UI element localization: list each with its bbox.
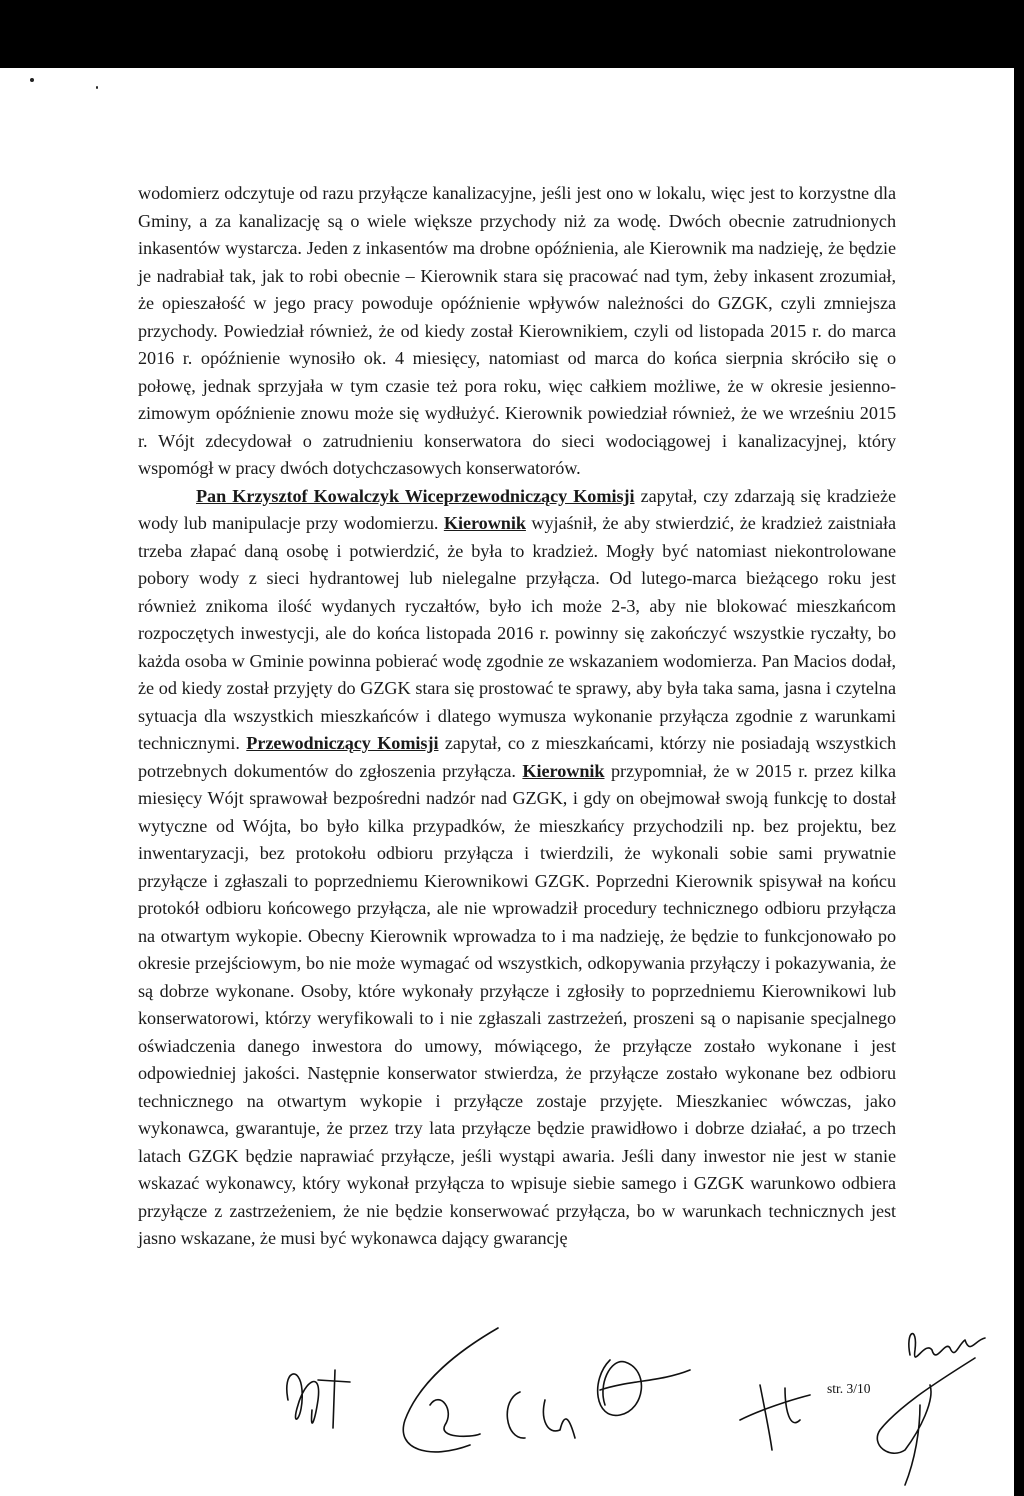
speaker-name: Pan Krzysztof Kowalczyk Wiceprzewodniczący Komisji xyxy=(196,485,635,506)
signature xyxy=(287,1374,319,1423)
scan-speck xyxy=(30,78,34,82)
signature xyxy=(318,1370,350,1428)
scan-right-border xyxy=(1014,0,1024,1496)
paragraph: wodomierz odczytuje od razu przyłącze kanalizacyjne, jeśli jest ono w lokalu, więc jest to korzystne dla Gminy, a za kanalizację są o wiele większe przychody niż za wodę. Dwóch obecnie zatrudnionych inkasentów wystarcza. Jeden z inkasentów ma drobne opóźnienia, ale Kierownik ma nadzieję, że będzie je nadrabiał tak, jak to robi obecnie – Kierownik stara się pracować nad tym, żeby inkasent zrozumiał, że opieszałość w jego pracy powoduje opóźnienie wpływów należności do GZGK, czyli zmniejsza przychody. Powiedział również, że od kiedy został Kierownikiem, czyli od listopada 2015 r. do marca 2016 r. opóźnienie wynosiło ok. 4 miesięcy, natomiast od marca do końca sierpnia skróciło się o połowę, jednak sprzyjała w tym czasie też pora roku, więc całkiem możliwe, że w okresie jesienno-zimowym opóźnienie znowu może się wydłużyć. Kierownik powiedział również, że we wrześniu 2015 r. Wójt zdecydował o zatrudnieniu konserwatora do sieci wodociągowej i kanalizacyjnej, który wspomógł w pracy dwóch dotychczasowych konserwatorów. xyxy=(138,183,896,478)
document-body xyxy=(138,180,896,1253)
paragraph-text: zapytał, co z mieszkańcami, którzy nie posiadają wszystkich potrzebnych dokumentów do zgłoszenia przyłącza. xyxy=(138,733,897,781)
speaker-name: Przewodniczący Komisji xyxy=(246,733,439,753)
paragraph-text: zapytał, czy zdarzają się kradzieże wody lub manipulacje przy wodomierzu. xyxy=(138,485,896,533)
paragraph-text: wyjaśnił, że aby stwierdzić, że kradzież zaistniała trzeba złapać daną osobę i potwierdzić, że była to kradzież. Mogły być natomiast niekontrolowane pobory wody z sieci hydrantowej lub nielegalne przyłącza. Od lutego-marca bieżącego roku jest również znikoma ilość wydanych ryczałtów, było ich może 2-3, aby nie blokować mieszkańcom rozpoczętych inwestycji, ale do końca listopada 2016 r. powinny się zakończyć wszystkie ryczałty, bo każda osoba w Gminie powinna pobierać wodę zgodnie ze wskazaniem wodomierza. Pan Macios dodał, że od kiedy został przyjęty do GZGK stara się prostować te sprawy, aby była taka sama, jasna i czytelna sytuacja dla wszystkich mieszkańców i dlatego wymusza wykonanie przyłącza zgodnie z warunkami technicznymi. xyxy=(138,513,896,753)
page-number: str. 3/10 xyxy=(827,1381,871,1396)
scan-top-border xyxy=(0,0,1024,68)
speaker-name: Kierownik xyxy=(522,760,605,781)
speaker-name: Kierownik xyxy=(443,513,526,533)
scan-speck xyxy=(96,86,98,89)
signature xyxy=(507,1392,575,1438)
signature xyxy=(598,1360,690,1415)
signature xyxy=(909,1334,985,1357)
signature xyxy=(403,1328,498,1452)
paragraph xyxy=(138,483,896,1253)
signatures xyxy=(0,1310,1024,1496)
paragraph-text: przypomniał, że w 2015 r. przez kilka miesięcy Wójt sprawował bezpośredni nadzór nad GZGK, i gdy on obejmował swoją funkcję to dostał wytyczne od Wójta, bo było kilka przypadków, że mieszkańcy przychodzili np. bez projektu, bez inwentaryzacji, bez protokołu odbioru przyłącza i twierdzili, że wykonali sobie sami prywatnie przyłącze i zgłaszali to poprzedniemu Kierownikowi GZGK. Poprzedni Kierownik spisywał na końcu protokół odbioru końcowego przyłącza, ale nie wprowadził procedury technicznego odbioru przyłącza na otwartym wykopie. Obecny Kierownik wprowadza to i ma nadzieję, że będzie to funkcjonowało po okresie przejściowym, bo nie może wymagać od wszystkich, odkopywania przyłączy i pokazywania, że są dobrze wykonane. Osoby, które wykonały przyłącze i zgłosiły to poprzedniemu Kierownikowi lub konserwatorowi, którzy weryfikowali to i nie zgłaszali zastrzeżeń, proszeni są o napisanie specjalnego oświadczenia danego inwestora do umowy, mówiącego, że przyłącze zostało wykonane i jest odpowiedniej jakości. Następnie konserwator stwierdza, że przyłącze zostało wykonane bez odbioru technicznego na otwartym wykopie i przyłącze zostaje przyjęte. Mieszkaniec wówczas, jako wykonawca, gwarantuje, że przez trzy lata przyłącze będzie prawidłowo i dobrze działać, a po trzech latach GZGK będzie naprawiać przyłącze, jeśli wystąpi awaria. Jeśli dany inwestor nie jest w stanie wskazać wykonawcy, który wykonał przyłącza to wpisuje siebie samego i GZGK warunkowo odbiera przyłącze z zastrzeżeniem, że nie będzie konserwować przyłącza, bo w warunkach technicznych jest jasno wskazane, że musi być wykonawca dający gwarancję xyxy=(138,760,896,1248)
signature xyxy=(740,1385,810,1450)
signature xyxy=(877,1358,975,1485)
